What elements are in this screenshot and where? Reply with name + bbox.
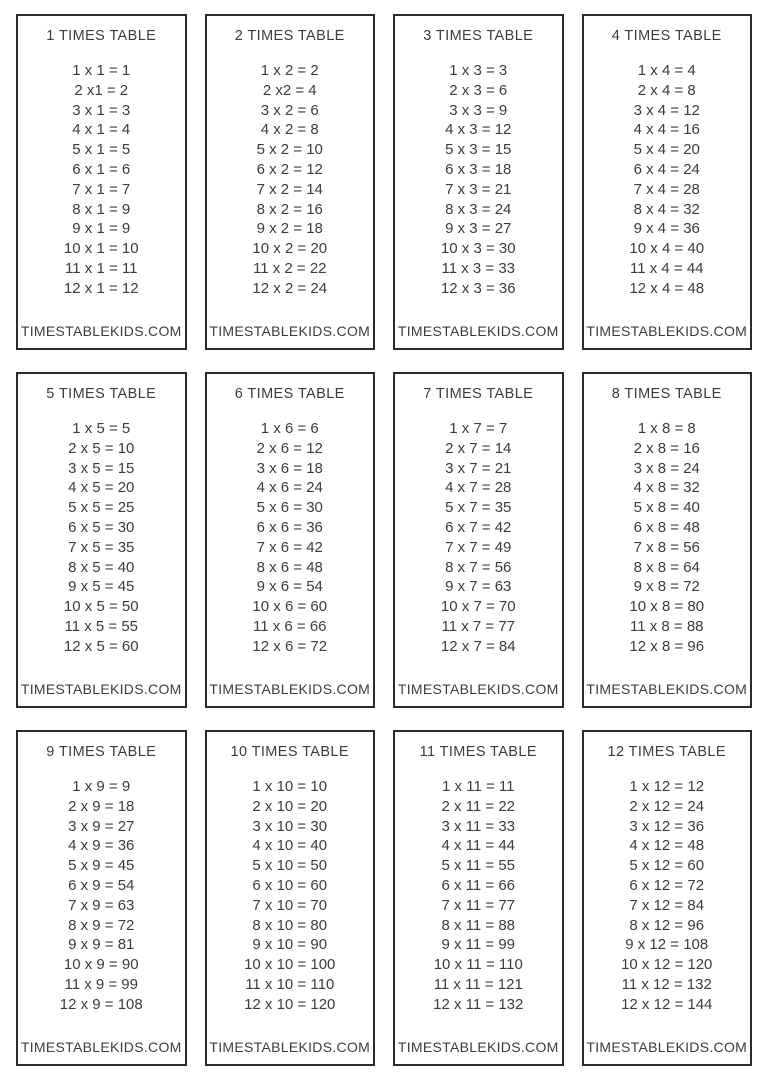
equation-row: 3 x 2 = 6 (260, 101, 319, 119)
table-rows (629, 419, 704, 681)
equation-row: 6 x 4 = 24 (633, 160, 700, 178)
equation-row: 9 x 10 = 90 (252, 936, 328, 954)
times-table-card (393, 372, 564, 708)
equation-row: 2 x 11 = 22 (441, 797, 516, 815)
equation-row: 3 x 11 = 33 (441, 817, 516, 835)
equation-row: 5 x 10 = 50 (252, 857, 328, 875)
equation-row: 4 x 5 = 20 (68, 479, 135, 497)
equation-row: 11 x 12 = 132 (621, 975, 712, 993)
equation-row: 1 x 11 = 11 (442, 778, 515, 795)
equation-row: 3 x 8 = 24 (633, 459, 700, 477)
equation-row: 6 x 11 = 66 (441, 876, 516, 894)
equation-row: 10 x 1 = 10 (63, 240, 139, 258)
equation-row: 7 x 10 = 70 (252, 896, 328, 914)
times-table-card (582, 14, 753, 350)
site-label: TIMESTABLEKIDS.COM (20, 323, 182, 339)
times-table-card (393, 730, 564, 1066)
equation-row: 1 x 8 = 8 (637, 420, 696, 437)
table-title: 3 TIMES TABLE (423, 28, 534, 44)
site-label: TIMESTABLEKIDS.COM (209, 1039, 371, 1055)
equation-row: 6 x 8 = 48 (633, 518, 700, 536)
equation-row: 6 x 10 = 60 (252, 876, 328, 894)
equation-row: 10 x 3 = 30 (440, 240, 516, 258)
equation-row: 12 x 7 = 84 (440, 637, 516, 655)
equation-row: 8 x 9 = 72 (68, 916, 135, 934)
equation-row: 1 x 1 = 1 (72, 62, 131, 79)
equation-row: 7 x 11 = 77 (441, 896, 516, 914)
equation-row: 5 x 1 = 5 (72, 141, 131, 159)
equation-row: 12 x 2 = 24 (252, 279, 328, 297)
site-label: TIMESTABLEKIDS.COM (209, 681, 371, 697)
equation-row: 10 x 8 = 80 (629, 598, 705, 616)
table-rows (252, 419, 327, 681)
equation-row: 3 x 6 = 18 (256, 459, 323, 477)
table-rows (441, 61, 516, 323)
equation-row: 10 x 6 = 60 (252, 598, 328, 616)
equation-row: 3 x 1 = 3 (72, 101, 131, 119)
times-table-card (582, 372, 753, 708)
equation-row: 11 x 8 = 88 (629, 617, 704, 635)
table-title: 8 TIMES TABLE (611, 386, 722, 402)
table-rows (621, 777, 712, 1039)
equation-row: 8 x 6 = 48 (256, 558, 323, 576)
equation-row: 7 x 3 = 21 (445, 180, 512, 198)
equation-row: 10 x 7 = 70 (440, 598, 516, 616)
table-title: 12 TIMES TABLE (607, 744, 726, 760)
table-title: 2 TIMES TABLE (234, 28, 345, 44)
equation-row: 5 x 6 = 30 (256, 499, 323, 517)
equation-row: 10 x 4 = 40 (629, 240, 705, 258)
table-rows (629, 61, 704, 323)
times-table-card (16, 730, 187, 1066)
equation-row: 2 x 9 = 18 (68, 797, 135, 815)
equation-row: 6 x 3 = 18 (445, 160, 512, 178)
equation-row: 4 x 1 = 4 (72, 121, 131, 139)
equation-row: 4 x 11 = 44 (441, 837, 516, 855)
table-title: 7 TIMES TABLE (423, 386, 534, 402)
equation-row: 4 x 9 = 36 (68, 837, 135, 855)
equation-row: 10 x 11 = 110 (433, 956, 523, 974)
times-table-card (582, 730, 753, 1066)
equation-row: 8 x 5 = 40 (68, 558, 135, 576)
table-rows (252, 61, 327, 323)
equation-row: 8 x 8 = 64 (633, 558, 700, 576)
equation-row: 3 x 7 = 21 (445, 459, 512, 477)
equation-row: 5 x 4 = 20 (633, 141, 700, 159)
equation-row: 12 x 6 = 72 (252, 637, 328, 655)
table-rows (64, 61, 139, 323)
table-rows (64, 419, 139, 681)
equation-row: 2 x 6 = 12 (256, 439, 323, 457)
equation-row: 9 x 2 = 18 (256, 220, 323, 238)
equation-row: 2 x 12 = 24 (629, 797, 705, 815)
equation-row: 6 x 7 = 42 (445, 518, 512, 536)
equation-row: 11 x 6 = 66 (252, 617, 327, 635)
equation-row: 11 x 7 = 77 (441, 617, 516, 635)
equation-row: 12 x 11 = 132 (433, 995, 524, 1013)
equation-row: 2 x 3 = 6 (449, 81, 508, 99)
equation-row: 8 x 3 = 24 (445, 200, 512, 218)
table-title: 9 TIMES TABLE (46, 744, 157, 760)
table-title: 11 TIMES TABLE (419, 744, 537, 760)
equation-row: 3 x 3 = 9 (449, 101, 508, 119)
equation-row: 12 x 1 = 12 (63, 279, 139, 297)
equation-row: 6 x 9 = 54 (68, 876, 135, 894)
equation-row: 9 x 6 = 54 (256, 578, 323, 596)
equation-row: 5 x 2 = 10 (256, 141, 323, 159)
equation-row: 10 x 2 = 20 (252, 240, 328, 258)
times-table-card (393, 14, 564, 350)
equation-row: 8 x 1 = 9 (72, 200, 131, 218)
equation-row: 7 x 7 = 49 (445, 538, 512, 556)
equation-row: 2 x 7 = 14 (445, 439, 512, 457)
equation-row: 7 x 4 = 28 (633, 180, 700, 198)
equation-row: 8 x 2 = 16 (256, 200, 323, 218)
equation-row: 1 x 2 = 2 (260, 62, 319, 79)
equation-row: 11 x 9 = 99 (64, 975, 138, 993)
site-label: TIMESTABLEKIDS.COM (397, 323, 559, 339)
equation-row: 3 x 12 = 36 (629, 817, 705, 835)
equation-row: 5 x 11 = 55 (441, 857, 516, 875)
equation-row: 12 x 3 = 36 (440, 279, 516, 297)
equation-row: 8 x 7 = 56 (445, 558, 512, 576)
equation-row: 10 x 9 = 90 (63, 956, 139, 974)
equation-row: 11 x 2 = 22 (252, 259, 327, 277)
equation-row: 11 x 4 = 44 (629, 259, 704, 277)
equation-row: 6 x 5 = 30 (68, 518, 135, 536)
equation-row: 12 x 5 = 60 (63, 637, 139, 655)
equation-row: 6 x 2 = 12 (256, 160, 323, 178)
table-title: 5 TIMES TABLE (46, 386, 157, 402)
equation-row: 12 x 8 = 96 (629, 637, 705, 655)
equation-row: 4 x 12 = 48 (629, 837, 705, 855)
equation-row: 1 x 12 = 12 (629, 778, 705, 795)
equation-row: 5 x 7 = 35 (445, 499, 512, 517)
equation-row: 6 x 12 = 72 (629, 876, 705, 894)
equation-row: 6 x 1 = 6 (72, 160, 131, 178)
equation-row: 1 x 3 = 3 (449, 62, 508, 79)
equation-row: 2 x 5 = 10 (68, 439, 135, 457)
equation-row: 1 x 5 = 5 (72, 420, 131, 437)
equation-row: 3 x 5 = 15 (68, 459, 135, 477)
equation-row: 12 x 4 = 48 (629, 279, 705, 297)
equation-row: 8 x 4 = 32 (633, 200, 700, 218)
equation-row: 8 x 12 = 96 (629, 916, 705, 934)
equation-row: 11 x 3 = 33 (441, 259, 516, 277)
equation-row: 3 x 10 = 30 (252, 817, 328, 835)
equation-row: 4 x 6 = 24 (256, 479, 323, 497)
equation-row: 1 x 9 = 9 (72, 778, 131, 795)
equation-row: 8 x 11 = 88 (441, 916, 516, 934)
equation-row: 5 x 8 = 40 (633, 499, 700, 517)
equation-row: 5 x 5 = 25 (68, 499, 135, 517)
equation-row: 4 x 4 = 16 (633, 121, 700, 139)
equation-row: 10 x 10 = 100 (244, 956, 336, 974)
equation-row: 9 x 8 = 72 (633, 578, 700, 596)
equation-row: 7 x 9 = 63 (68, 896, 135, 914)
equation-row: 2 x2 = 4 (262, 81, 317, 99)
equation-row: 7 x 8 = 56 (633, 538, 700, 556)
site-label: TIMESTABLEKIDS.COM (586, 1039, 748, 1055)
equation-row: 2 x 10 = 20 (252, 797, 328, 815)
equation-row: 11 x 1 = 11 (65, 259, 138, 277)
equation-row: 1 x 4 = 4 (637, 62, 696, 79)
times-table-card (16, 14, 187, 350)
equation-row: 12 x 12 = 144 (621, 995, 713, 1013)
equation-row: 11 x 11 = 121 (433, 975, 523, 993)
equation-row: 4 x 7 = 28 (445, 479, 512, 497)
equation-row: 7 x 1 = 7 (72, 180, 131, 198)
equation-row: 5 x 3 = 15 (445, 141, 512, 159)
equation-row: 9 x 7 = 63 (445, 578, 512, 596)
equation-row: 9 x 1 = 9 (72, 220, 131, 238)
site-label: TIMESTABLEKIDS.COM (397, 1039, 559, 1055)
equation-row: 4 x 2 = 8 (260, 121, 319, 139)
equation-row: 11 x 10 = 110 (245, 975, 335, 993)
equation-row: 7 x 5 = 35 (68, 538, 135, 556)
equation-row: 10 x 5 = 50 (63, 598, 139, 616)
equation-row: 7 x 12 = 84 (629, 896, 705, 914)
equation-row: 9 x 12 = 108 (625, 936, 709, 954)
table-rows (433, 777, 523, 1039)
equation-row: 4 x 3 = 12 (445, 121, 512, 139)
equation-row: 9 x 9 = 81 (68, 936, 135, 954)
equation-row: 3 x 4 = 12 (633, 101, 700, 119)
site-label: TIMESTABLEKIDS.COM (20, 1039, 182, 1055)
equation-row: 4 x 8 = 32 (633, 479, 700, 497)
equation-row: 6 x 6 = 36 (256, 518, 323, 536)
equation-row: 9 x 5 = 45 (68, 578, 135, 596)
equation-row: 9 x 4 = 36 (633, 220, 700, 238)
times-table-card (205, 14, 376, 350)
equation-row: 3 x 9 = 27 (68, 817, 135, 835)
site-label: TIMESTABLEKIDS.COM (397, 681, 559, 697)
table-rows (60, 777, 143, 1039)
table-title: 10 TIMES TABLE (230, 744, 349, 760)
times-table-card (16, 372, 187, 708)
equation-row: 2 x 4 = 8 (637, 81, 696, 99)
equation-row: 5 x 9 = 45 (68, 857, 135, 875)
equation-row: 1 x 7 = 7 (449, 420, 508, 437)
site-label: TIMESTABLEKIDS.COM (586, 681, 748, 697)
equation-row: 7 x 6 = 42 (256, 538, 323, 556)
table-title: 4 TIMES TABLE (611, 28, 722, 44)
equation-row: 1 x 6 = 6 (260, 420, 319, 437)
equation-row: 8 x 10 = 80 (252, 916, 328, 934)
equation-row: 12 x 10 = 120 (244, 995, 336, 1013)
site-label: TIMESTABLEKIDS.COM (209, 323, 371, 339)
times-table-card (205, 372, 376, 708)
times-table-card (205, 730, 376, 1066)
table-title: 1 TIMES TABLE (46, 28, 157, 44)
equation-row: 4 x 10 = 40 (252, 837, 328, 855)
table-rows (244, 777, 335, 1039)
equation-row: 9 x 3 = 27 (445, 220, 512, 238)
site-label: TIMESTABLEKIDS.COM (586, 323, 748, 339)
equation-row: 11 x 5 = 55 (64, 617, 139, 635)
equation-row: 9 x 11 = 99 (441, 936, 516, 954)
equation-row: 12 x 9 = 108 (59, 995, 143, 1013)
table-title: 6 TIMES TABLE (234, 386, 345, 402)
equation-row: 10 x 12 = 120 (621, 956, 713, 974)
equation-row: 2 x 8 = 16 (633, 439, 700, 457)
table-rows (441, 419, 516, 681)
site-label: TIMESTABLEKIDS.COM (20, 681, 182, 697)
equation-row: 7 x 2 = 14 (256, 180, 323, 198)
equation-row: 1 x 10 = 10 (252, 778, 328, 795)
equation-row: 2 x1 = 2 (74, 81, 129, 99)
equation-row: 5 x 12 = 60 (629, 857, 705, 875)
